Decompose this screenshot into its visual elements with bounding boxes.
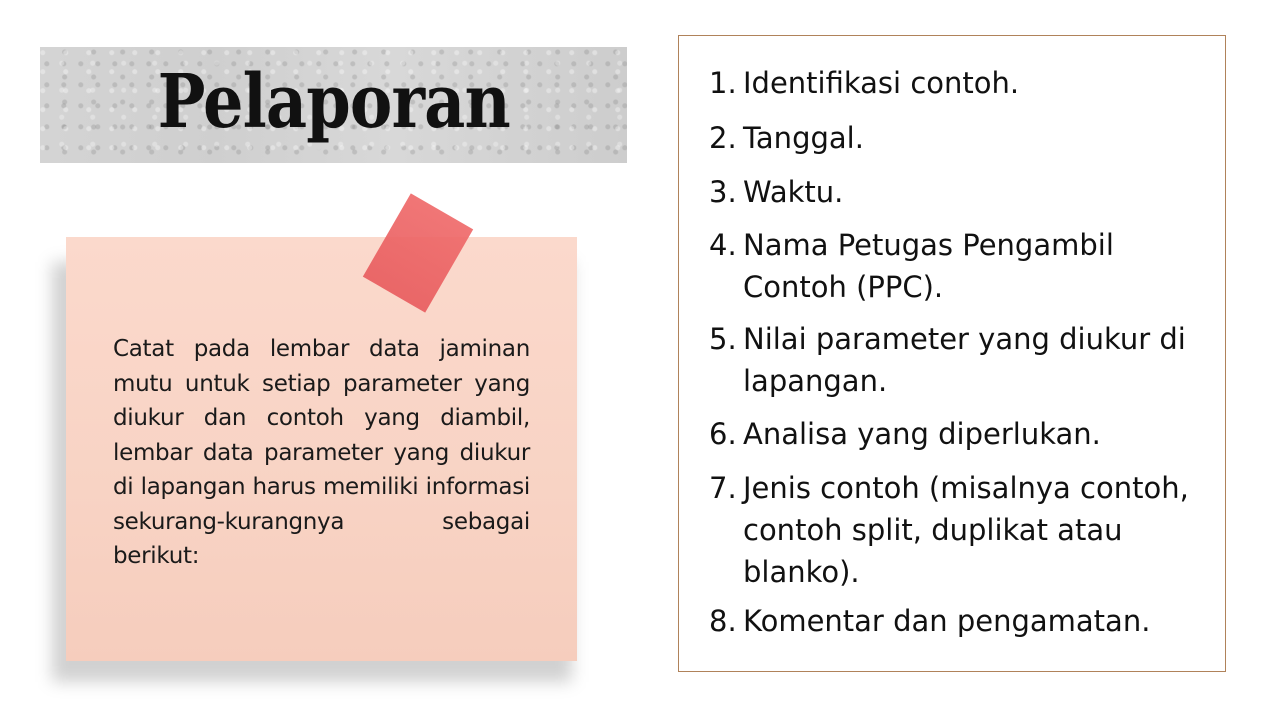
list-item-number: 3. bbox=[709, 175, 737, 209]
list-item-label: Waktu. bbox=[743, 175, 844, 209]
list-item bbox=[709, 171, 1214, 213]
list-item-label: Nilai parameter yang diukur di lapangan. bbox=[743, 322, 1186, 398]
list-item bbox=[709, 224, 1214, 308]
list-box bbox=[678, 35, 1226, 672]
page-title: Pelaporan bbox=[157, 59, 510, 145]
list-item-label: Nama Petugas Pengambil Contoh (PPC). bbox=[743, 228, 1114, 304]
title-banner bbox=[40, 47, 627, 163]
list-item bbox=[709, 600, 1214, 642]
list-item-number: 8. bbox=[709, 604, 737, 638]
list-item-number: 4. bbox=[709, 228, 737, 262]
list-item-label: Tanggal. bbox=[743, 121, 864, 155]
list-item-number: 1. bbox=[709, 66, 737, 100]
list-item-number: 5. bbox=[709, 322, 737, 356]
list-item bbox=[709, 467, 1214, 593]
list-item-label: Analisa yang diperlukan. bbox=[743, 417, 1101, 451]
list-item-number: 7. bbox=[709, 471, 737, 505]
sticky-note-text: Catat pada lembar data jaminan mutu untuk setiap parameter yang diukur dan contoh yang diambil, lembar data parameter yang diukur di lapangan harus memiliki informasi sekurang-kurangnya sebagai berikut: bbox=[113, 336, 530, 569]
list-item-number: 6. bbox=[709, 417, 737, 451]
list-item-number: 2. bbox=[709, 121, 737, 155]
list-item-label: Komentar dan pengamatan. bbox=[743, 604, 1151, 638]
list-item bbox=[709, 413, 1214, 455]
list-item bbox=[709, 318, 1214, 402]
list-item bbox=[709, 62, 1214, 104]
list-item bbox=[709, 117, 1214, 159]
list-item-label: Identifikasi contoh. bbox=[743, 66, 1020, 100]
list-item-label: Jenis contoh (misalnya contoh, contoh split, duplikat atau blanko). bbox=[743, 471, 1189, 589]
